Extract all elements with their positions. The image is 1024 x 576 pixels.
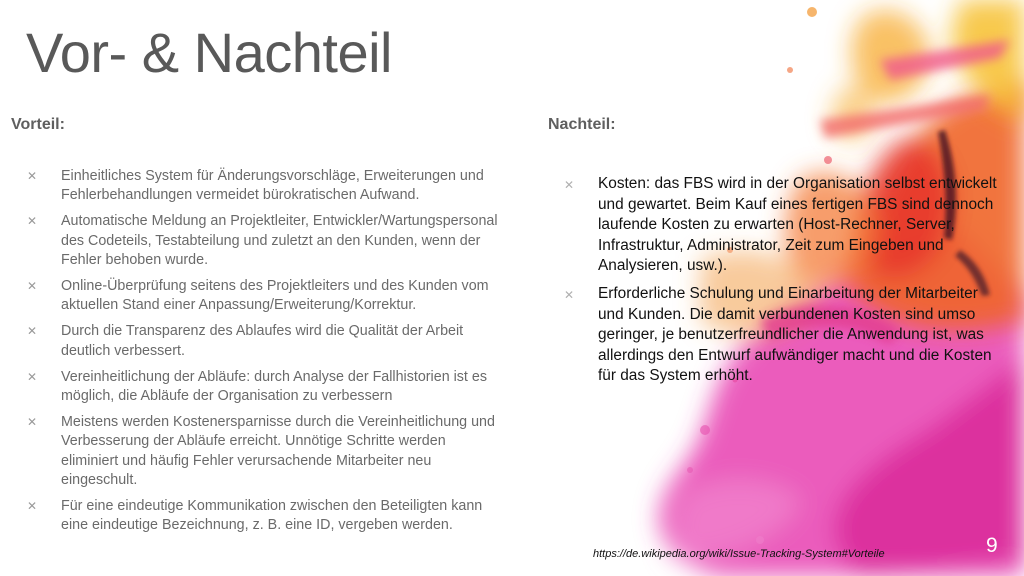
source-link[interactable]: https://de.wikipedia.org/wiki/Issue-Tracking-System#Vorteile	[593, 548, 885, 560]
page-title: Vor- & Nachteil	[26, 21, 392, 84]
list-item-text: Durch die Transparenz des Ablaufes wird die Qualität der Arbeit deutlich verbessert.	[61, 323, 464, 359]
list-item-text: Vereinheitlichung der Abläufe: durch Analyse der Fallhistorien ist es möglich, die Abläufe der Organisation zu verbessern	[61, 368, 487, 405]
list-item-text: Erforderliche Schulung und Einarbeitung der Mitarbeiter und Kunden. Die damit verbundenen Kosten sind umso geringer, je benutzerfreundlicher die Anwendung ist, was allerdings den Entwurf aufwändiger macht und die Kosten für das System erhöht.	[598, 284, 992, 385]
list-item	[26, 212, 504, 270]
list-item	[26, 277, 504, 315]
advantages-heading: Vorteil:	[11, 116, 65, 133]
list-item	[26, 368, 504, 406]
x-mark-bullet-icon: ✕	[27, 369, 38, 384]
x-mark-bullet-icon: ✕	[27, 279, 38, 294]
list-item	[26, 497, 504, 535]
x-mark-bullet-icon: ✕	[27, 324, 38, 339]
x-mark-bullet-icon: ✕	[27, 499, 38, 514]
list-item	[26, 322, 504, 360]
advantages-list	[26, 167, 504, 542]
x-mark-bullet-icon: ✕	[564, 287, 575, 302]
list-item-text: Meistens werden Kostenersparnisse durch die Vereinheitlichung und Verbesserung der Abläufe erreicht. Unnötige Schritte werden eliminiert und häufig Fehler verursachende Mitarbeiter neu eingeschult.	[61, 414, 495, 488]
list-item	[563, 284, 1003, 387]
disadvantages-heading: Nachteil:	[548, 116, 616, 133]
list-item-text: Einheitliches System für Änderungsvorschläge, Erweiterungen und Fehlerbehandlungen vermeidet bürokratischen Aufwand.	[61, 168, 484, 204]
x-mark-bullet-icon: ✕	[27, 169, 38, 183]
list-item-text: Online-Überprüfung seitens des Projektleiters und des Kunden vom aktuellen Stand einer Anpassung/Erweiterung/Korrektur.	[61, 278, 489, 314]
x-mark-bullet-icon: ✕	[27, 415, 38, 430]
disadvantages-list	[563, 174, 1003, 394]
list-item-text: Für eine eindeutige Kommunikation zwischen den Beteiligten kann eine eindeutige Bezeichnung, z. B. eine ID, vergeben werden.	[61, 498, 483, 534]
x-mark-bullet-icon: ✕	[27, 214, 38, 229]
list-item-text: Automatische Meldung an Projektleiter, Entwickler/Wartungspersonal des Codeteils, Testabteilung und zuletzt an den Kunden, wenn der Fehler behoben wurde.	[61, 213, 498, 268]
list-item-text: Kosten: das FBS wird in der Organisation selbst entwickelt und gewartet. Beim Kauf eines fertigen FBS sind dennoch laufende Kosten zu erwarten (Host-Rechner, Server, Infrastruktur, Administrator, Zeit zum Eingeben und Analysieren, usw.).	[598, 175, 997, 275]
list-item	[26, 167, 504, 205]
x-mark-bullet-icon: ✕	[564, 178, 575, 192]
list-item	[563, 174, 1003, 277]
page-number: 9	[986, 534, 998, 557]
list-item	[26, 413, 504, 490]
